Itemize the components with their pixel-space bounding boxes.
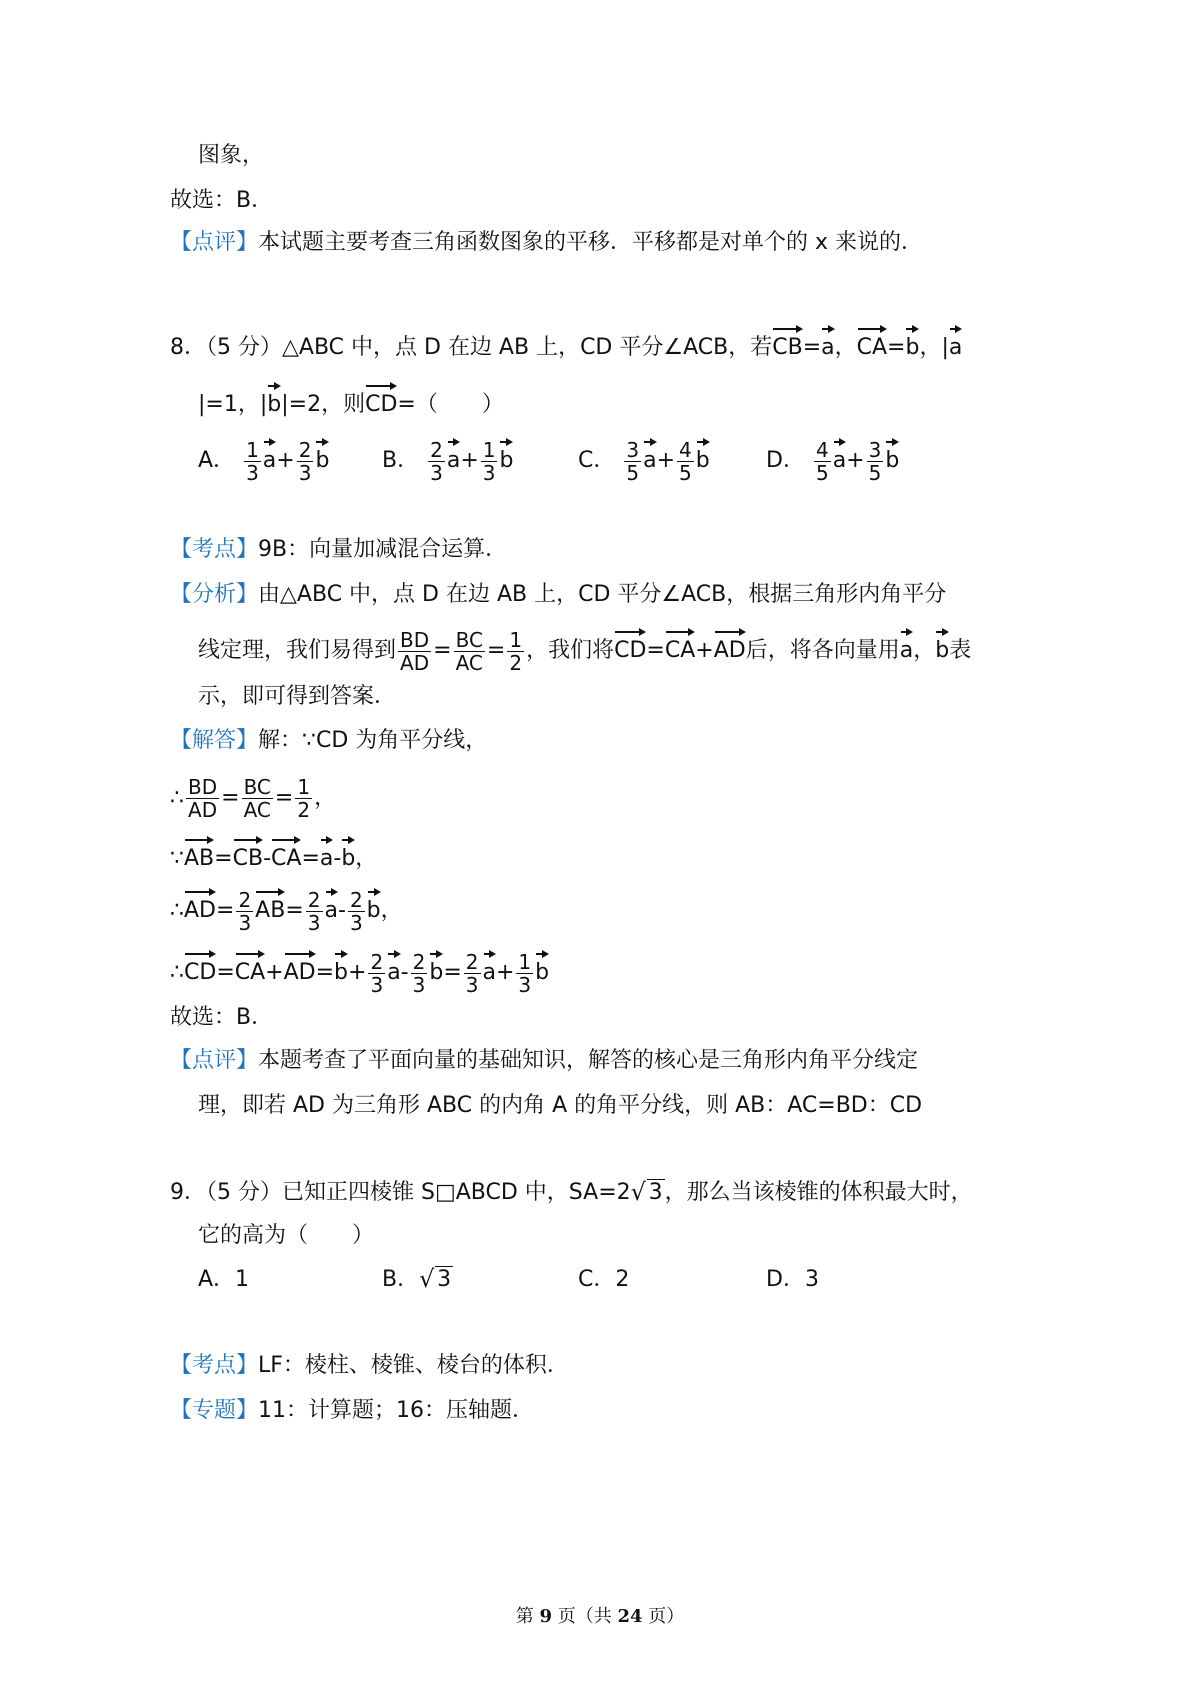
fraction bbox=[428, 439, 445, 484]
q9-keypoint bbox=[170, 1351, 569, 1381]
den: 3 bbox=[430, 460, 443, 485]
text: 线定理，我们易得到 bbox=[198, 638, 397, 663]
vector-b: b bbox=[334, 950, 348, 988]
text: ，| bbox=[919, 335, 949, 360]
num: 4 bbox=[679, 437, 692, 462]
text: ，我们将 bbox=[526, 638, 615, 663]
den: AC bbox=[243, 798, 271, 822]
fraction bbox=[348, 889, 365, 934]
analysis-tag: 【分析】 bbox=[170, 582, 259, 607]
q8-stem-line1 bbox=[170, 325, 962, 363]
vector-a: a bbox=[483, 950, 496, 988]
text: ， bbox=[834, 335, 857, 360]
text: =（ ） bbox=[397, 392, 504, 417]
den: 3 bbox=[349, 910, 363, 935]
fraction bbox=[624, 439, 641, 484]
sqrt bbox=[419, 1265, 453, 1295]
text: ， bbox=[913, 638, 936, 663]
text: = bbox=[802, 335, 822, 360]
text: 它的高为（ ） bbox=[198, 1223, 375, 1248]
q8-option-a bbox=[198, 438, 329, 484]
comment-tag: 【点评】 bbox=[170, 230, 259, 255]
vector-b: b bbox=[885, 438, 899, 476]
comma: ， bbox=[355, 846, 378, 871]
vector-b: b bbox=[499, 438, 513, 476]
therefore-symbol: ∴ bbox=[170, 960, 184, 985]
text: ABCD 中，SA=2 bbox=[455, 1180, 631, 1205]
placeholder-box: □ bbox=[434, 1180, 456, 1205]
den: 3 bbox=[518, 972, 532, 997]
q9-option-a bbox=[198, 1265, 249, 1295]
eq: = bbox=[315, 960, 335, 985]
fraction bbox=[295, 776, 312, 821]
den: 5 bbox=[626, 460, 640, 485]
vector-a: a bbox=[821, 325, 834, 363]
solution-text: 解：∵CD 为角平分线， bbox=[258, 728, 488, 753]
q8-option-d bbox=[766, 438, 899, 484]
total-pages: 24 bbox=[617, 1606, 643, 1627]
q8-solution-step2 bbox=[170, 836, 377, 874]
footer-prefix: 第 bbox=[515, 1606, 540, 1627]
vector-b: b bbox=[367, 888, 381, 926]
vector-ca: CA bbox=[271, 836, 301, 874]
vector-b: b bbox=[267, 382, 281, 420]
num: 2 bbox=[370, 949, 384, 974]
vector-a: a bbox=[833, 438, 846, 476]
q8-analysis-line1 bbox=[170, 580, 946, 610]
den: 3 bbox=[298, 460, 312, 485]
vector-a: a bbox=[949, 325, 962, 363]
footer-mid: 页（共 bbox=[552, 1606, 618, 1627]
vector-b: b bbox=[935, 628, 949, 666]
num: 1 bbox=[482, 437, 496, 462]
den: 5 bbox=[815, 460, 829, 485]
num: 2 bbox=[298, 437, 312, 462]
den: 3 bbox=[465, 972, 479, 997]
num: 2 bbox=[412, 949, 426, 974]
num: 2 bbox=[307, 887, 321, 912]
text: 图象， bbox=[198, 143, 265, 168]
fraction bbox=[814, 439, 831, 484]
vector-ab: AB bbox=[184, 836, 214, 874]
keypoint-text: LF：棱柱、棱锥、棱台的体积． bbox=[258, 1353, 569, 1378]
num: BD bbox=[188, 775, 218, 799]
text: 9．（5 分）已知正四棱锥 S bbox=[170, 1180, 435, 1205]
fraction bbox=[464, 951, 481, 996]
den: 3 bbox=[246, 460, 259, 485]
q8-stem-line2 bbox=[198, 382, 504, 420]
minus: - bbox=[333, 846, 342, 871]
q8-solution-step1 bbox=[170, 776, 336, 821]
text: |=1，| bbox=[198, 392, 268, 417]
text: ，那么当该棱锥的体积最大时， bbox=[664, 1180, 973, 1205]
eq: = bbox=[216, 898, 235, 923]
q8-analysis-line2 bbox=[198, 628, 971, 674]
den: AD bbox=[188, 798, 218, 822]
minus: - bbox=[263, 846, 272, 871]
q9-stem-line2 bbox=[198, 1221, 374, 1251]
plus: + bbox=[495, 960, 515, 985]
vector-a: a bbox=[900, 628, 913, 666]
q8-choice bbox=[170, 1003, 273, 1033]
plus: + bbox=[265, 960, 284, 985]
vector-ad: AD bbox=[284, 950, 316, 988]
num: 2 bbox=[238, 887, 252, 912]
plus: + bbox=[656, 448, 676, 473]
keypoint-tag: 【考点】 bbox=[170, 1353, 259, 1378]
sqrt-symbol: √ bbox=[630, 1178, 646, 1206]
comma: ， bbox=[380, 898, 403, 923]
den: 3 bbox=[370, 972, 384, 997]
eq: = bbox=[433, 638, 452, 663]
option-label: B． bbox=[382, 448, 420, 473]
num: 1 bbox=[297, 775, 311, 799]
fraction bbox=[236, 889, 253, 934]
den: 2 bbox=[297, 798, 311, 822]
vector-ca: CA bbox=[665, 628, 695, 666]
comment-text: 理，即若 AD 为三角形 ABC 的内角 A 的角平分线，则 AB：AC=BD：CD bbox=[198, 1093, 923, 1118]
vector-cd: CD bbox=[614, 628, 646, 666]
num: 1 bbox=[518, 949, 532, 974]
num: 4 bbox=[815, 437, 829, 462]
num: 3 bbox=[868, 437, 882, 462]
vector-ad: AD bbox=[184, 888, 216, 926]
vector-a: a bbox=[320, 836, 333, 874]
fraction bbox=[244, 439, 261, 484]
plus: + bbox=[695, 638, 714, 663]
vector-a: a bbox=[263, 438, 276, 476]
option: A．1 bbox=[198, 1267, 250, 1292]
vector-ca: CA bbox=[235, 950, 265, 988]
text: = bbox=[887, 335, 906, 360]
fraction bbox=[454, 629, 485, 674]
text: 8．（5 分）△ABC 中，点 D 在边 AB 上，CD 平分∠ACB，若 bbox=[170, 335, 773, 360]
plus: + bbox=[276, 448, 295, 473]
q9-option-b bbox=[382, 1265, 453, 1295]
eq: = bbox=[274, 785, 294, 811]
fraction bbox=[398, 629, 431, 674]
option-label: D． bbox=[766, 448, 805, 473]
fraction bbox=[411, 951, 428, 996]
text: 故选：B． bbox=[170, 1005, 274, 1030]
num: 2 bbox=[465, 949, 479, 974]
eq: = bbox=[486, 638, 506, 663]
vector-a: a bbox=[643, 438, 656, 476]
minus: - bbox=[400, 960, 409, 985]
q8-solution-step4 bbox=[170, 950, 549, 996]
vector-cd: CD bbox=[184, 950, 216, 988]
radicand: 3 bbox=[648, 1180, 663, 1205]
topic-text: 11：计算题；16：压轴题． bbox=[258, 1398, 535, 1423]
num: BC bbox=[455, 627, 483, 652]
den: 5 bbox=[679, 460, 692, 485]
den: 5 bbox=[868, 460, 882, 485]
solution-tag: 【解答】 bbox=[170, 728, 259, 753]
eq: = bbox=[285, 898, 304, 923]
vector-cb: CB bbox=[772, 325, 802, 363]
option-label: C． bbox=[578, 448, 616, 473]
therefore-symbol: ∴ bbox=[170, 785, 184, 811]
sqrt bbox=[631, 1178, 665, 1208]
answer-choice-line bbox=[170, 186, 273, 216]
vector-b: b bbox=[905, 325, 919, 363]
q8-option-c bbox=[578, 438, 710, 484]
q8-comment-line1 bbox=[170, 1046, 918, 1076]
q8-keypoint bbox=[170, 535, 507, 565]
den: 2 bbox=[509, 650, 523, 675]
radicand: 3 bbox=[437, 1267, 452, 1292]
q8-solution-line1 bbox=[170, 726, 487, 756]
sqrt-symbol: √ bbox=[419, 1265, 435, 1293]
option: D．3 bbox=[766, 1267, 819, 1292]
num: 1 bbox=[509, 627, 523, 652]
plus: + bbox=[846, 448, 865, 473]
q9-option-d bbox=[766, 1265, 819, 1295]
comment-text: 本题考查了平面向量的基础知识，解答的核心是三角形内角平分线定 bbox=[258, 1048, 919, 1073]
num: 3 bbox=[626, 437, 640, 462]
vector-cd: CD bbox=[365, 382, 397, 420]
fraction bbox=[306, 889, 323, 934]
plus: + bbox=[348, 960, 367, 985]
comment-text: 本试题主要考查三角函数图象的平移．平移都是对单个的 x 来说的． bbox=[258, 230, 924, 255]
comma: ， bbox=[314, 785, 337, 811]
den: 3 bbox=[412, 972, 426, 997]
fraction bbox=[516, 951, 533, 996]
eq: = bbox=[216, 960, 235, 985]
vector-ad: AD bbox=[714, 628, 746, 666]
vector-b: b bbox=[429, 950, 443, 988]
option-label: A． bbox=[198, 448, 236, 473]
num: BD bbox=[400, 627, 430, 652]
vector-ca: CA bbox=[857, 325, 887, 363]
vector-ab: AB bbox=[255, 888, 285, 926]
q9-topic bbox=[170, 1396, 534, 1426]
text: 示，即可得到答案． bbox=[198, 684, 397, 709]
vector-a: a bbox=[325, 888, 338, 926]
den: 3 bbox=[238, 910, 252, 935]
q8-comment-line2 bbox=[198, 1091, 922, 1121]
plus: + bbox=[460, 448, 479, 473]
den: 3 bbox=[482, 460, 496, 485]
fraction bbox=[242, 776, 273, 821]
fraction bbox=[297, 439, 314, 484]
vector-b: b bbox=[315, 438, 329, 476]
keypoint-tag: 【考点】 bbox=[170, 537, 259, 562]
fraction bbox=[481, 439, 498, 484]
q9-option-c bbox=[578, 1265, 629, 1295]
text: |=2，则 bbox=[281, 392, 366, 417]
comment-tag: 【点评】 bbox=[170, 1048, 259, 1073]
option-label: B． bbox=[382, 1267, 420, 1292]
eq: = bbox=[443, 960, 462, 985]
q9-stem-line1 bbox=[170, 1178, 973, 1208]
eq: = bbox=[214, 846, 233, 871]
eq: = bbox=[301, 846, 320, 871]
minus: - bbox=[337, 898, 346, 923]
den: 3 bbox=[307, 910, 321, 935]
den: AC bbox=[455, 650, 483, 675]
fraction bbox=[677, 439, 694, 484]
text: 故选：B． bbox=[170, 188, 274, 213]
num: 2 bbox=[430, 437, 443, 462]
vector-a: a bbox=[387, 950, 400, 988]
num: BC bbox=[243, 775, 271, 799]
num: 2 bbox=[349, 887, 363, 912]
q8-option-b bbox=[382, 438, 513, 484]
page-number: 9 bbox=[539, 1606, 552, 1627]
den: AD bbox=[400, 650, 430, 675]
eq: = bbox=[221, 785, 240, 811]
therefore-symbol: ∴ bbox=[170, 898, 184, 923]
fraction bbox=[368, 951, 385, 996]
vector-a: a bbox=[447, 438, 460, 476]
analysis-text: 由△ABC 中，点 D 在边 AB 上，CD 平分∠ACB，根据三角形内角平分 bbox=[258, 582, 947, 607]
text: 表 bbox=[949, 638, 972, 663]
vector-cb: CB bbox=[233, 836, 263, 874]
eq: = bbox=[646, 638, 665, 663]
num: 1 bbox=[246, 437, 259, 462]
keypoint-text: 9B：向量加减混合运算． bbox=[258, 537, 508, 562]
comment-line bbox=[170, 228, 923, 258]
fraction bbox=[867, 439, 884, 484]
vector-b: b bbox=[696, 438, 710, 476]
fraction bbox=[507, 629, 524, 674]
q8-solution-step3 bbox=[170, 888, 403, 934]
q8-analysis-line3 bbox=[198, 682, 396, 712]
continuation-text bbox=[198, 141, 264, 171]
footer-suffix: 页） bbox=[642, 1606, 685, 1627]
vector-b: b bbox=[341, 836, 355, 874]
page-footer bbox=[0, 1605, 1200, 1629]
fraction bbox=[186, 776, 219, 821]
topic-tag: 【专题】 bbox=[170, 1398, 259, 1423]
because-symbol: ∵ bbox=[170, 846, 184, 871]
vector-b: b bbox=[535, 950, 549, 988]
text: 后，将各向量用 bbox=[745, 638, 900, 663]
option: C．2 bbox=[578, 1267, 630, 1292]
